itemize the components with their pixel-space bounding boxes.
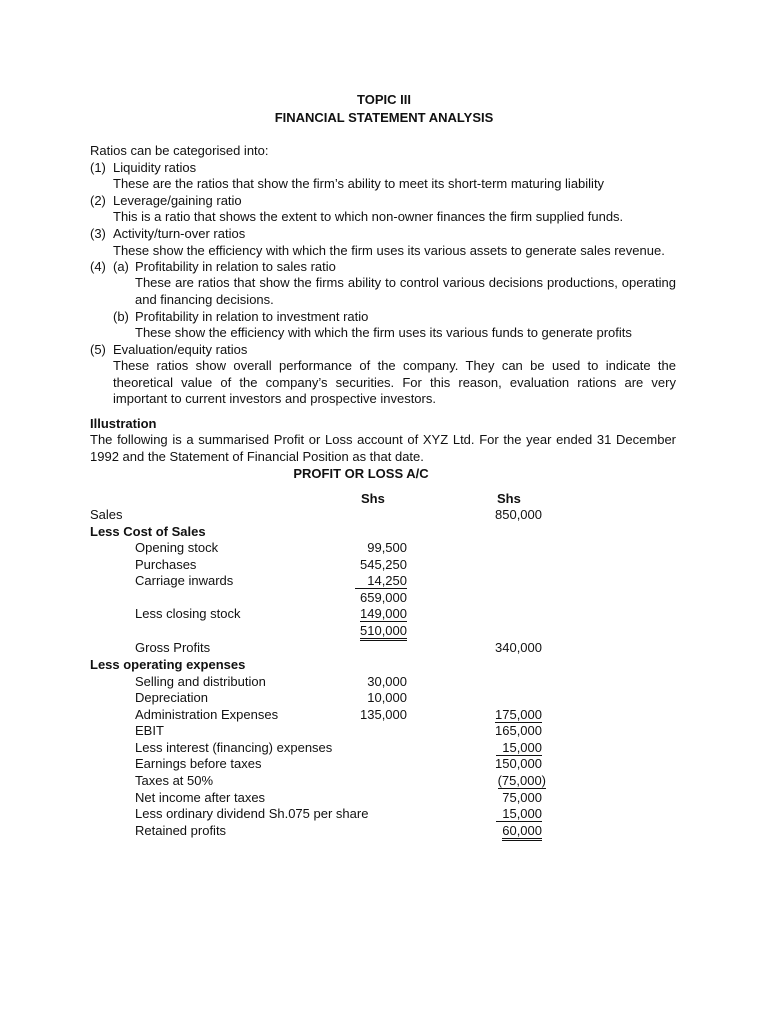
- pl-col2-header: Shs: [497, 491, 521, 506]
- pl-admin-col2-cell: [442, 707, 542, 723]
- ratio-2-desc: This is a ratio that shows the extent to which non-owner finances the firm supplied funds.: [113, 209, 624, 224]
- ratio-1-number: (1): [90, 160, 106, 175]
- pl-closing-stock-label: Less closing stock: [135, 606, 241, 621]
- pl-retained-label: Retained profits: [135, 823, 227, 838]
- ratio-5-desc: These ratios show overall performance of the company. They can be used to indicate the theoretical value of the company’s securities. For this reason, evaluation rations are very important to current investors and prospective investors.: [113, 358, 676, 406]
- ratio-2-number: (2): [90, 193, 106, 208]
- pl-gross-profit-label: Gross Profits: [135, 640, 211, 655]
- pl-depreciation-value: 10,000: [367, 690, 407, 705]
- pl-sales-label: Sales: [90, 507, 123, 522]
- ratio-1-label: Liquidity ratios: [113, 160, 197, 175]
- ratio-2-label: Leverage/gaining ratio: [113, 193, 242, 208]
- pl-col1-header: Shs: [361, 491, 385, 506]
- ratio-4a-number: (a): [113, 259, 129, 274]
- ratio-4a-desc: These are ratios that show the firms ability to control various decisions productions, operating and financing decisions.: [135, 275, 676, 307]
- ratio-4a-label: Profitability in relation to sales ratio: [135, 259, 336, 274]
- pl-admin-value-col1: 135,000: [360, 707, 407, 722]
- pl-retained-value: 60,000: [502, 824, 542, 841]
- pl-cos-heading: Less Cost of Sales: [90, 524, 206, 539]
- pl-dividend-cell: [442, 806, 542, 822]
- page-title: FINANCIAL STATEMENT ANALYSIS: [274, 110, 494, 125]
- pl-cos-total-cell: [317, 623, 407, 641]
- pl-interest-cell: [442, 740, 542, 756]
- topic-heading: TOPIC III: [357, 92, 411, 107]
- ratio-3-desc: These show the efficiency with which the firm uses its various assets to generate sales revenue.: [113, 243, 665, 258]
- pl-admin-value-col2: 175,000: [495, 707, 542, 722]
- pl-interest-value: 15,000: [496, 740, 542, 756]
- pl-closing-stock-cell: [317, 606, 407, 622]
- pl-taxes-value: (75,000): [497, 773, 546, 788]
- pl-ebt-label: Earnings before taxes: [135, 756, 262, 771]
- pl-selling-value: 30,000: [367, 674, 407, 689]
- pl-dividend-value: 15,000: [496, 806, 542, 822]
- intro-text: Ratios can be categorised into:: [90, 143, 269, 158]
- pl-net-income-value: 75,000: [502, 790, 542, 805]
- pl-opex-heading: Less operating expenses: [90, 657, 246, 672]
- pl-admin-label: Administration Expenses: [135, 707, 279, 722]
- ratio-5-number: (5): [90, 342, 106, 357]
- ratio-3-label: Activity/turn-over ratios: [113, 226, 246, 241]
- pl-net-income-label: Net income after taxes: [135, 790, 266, 805]
- pl-interest-label: Less interest (financing) expenses: [135, 740, 333, 755]
- pl-ebit-value: 165,000: [495, 723, 542, 738]
- illustration-heading: Illustration: [90, 416, 157, 431]
- pl-taxes-cell: [446, 773, 546, 789]
- ratio-4b-label: Profitability in relation to investment ratio: [135, 309, 369, 324]
- pl-subtotal-value: 659,000: [360, 590, 407, 605]
- pl-dividend-label: Less ordinary dividend Sh.075 per share: [135, 806, 369, 821]
- pl-retained-cell: [442, 823, 542, 841]
- ratio-3-number: (3): [90, 226, 106, 241]
- pl-gross-profit-value: 340,000: [495, 640, 542, 655]
- pl-closing-stock-value: 149,000: [360, 606, 407, 621]
- pl-ebit-label: EBIT: [135, 723, 164, 738]
- illustration-text: The following is a summarised Profit or Loss account of XYZ Ltd. For the year ended 31 December 1992 and the Statement of Financial Position as that date.: [90, 432, 676, 464]
- ratio-4b-desc: These show the efficiency with which the firm uses its various funds to generate profits: [135, 325, 632, 340]
- pl-depreciation-label: Depreciation: [135, 690, 208, 705]
- pl-opening-stock-value: 99,500: [367, 540, 407, 555]
- pl-carriage-cell: [317, 573, 407, 589]
- pl-ebt-value: 150,000: [495, 756, 542, 771]
- pl-carriage-value: 14,250: [355, 573, 407, 589]
- pl-opening-stock-label: Opening stock: [135, 540, 219, 555]
- pl-selling-label: Selling and distribution: [135, 674, 266, 689]
- pl-purchases-value: 545,250: [360, 557, 407, 572]
- pl-taxes-label: Taxes at 50%: [135, 773, 214, 788]
- pl-cos-total-value: 510,000: [360, 624, 407, 641]
- ratio-4b-number: (b): [113, 309, 129, 324]
- pl-sales-value: 850,000: [495, 507, 542, 522]
- ratio-5-label: Evaluation/equity ratios: [113, 342, 248, 357]
- pl-purchases-label: Purchases: [135, 557, 197, 572]
- ratio-1-desc: These are the ratios that show the firm’s ability to meet its short-term maturing liability: [113, 176, 605, 191]
- pl-title: PROFIT OR LOSS A/C: [293, 466, 429, 481]
- pl-carriage-label: Carriage inwards: [135, 573, 234, 588]
- ratio-4-number: (4): [90, 259, 106, 274]
